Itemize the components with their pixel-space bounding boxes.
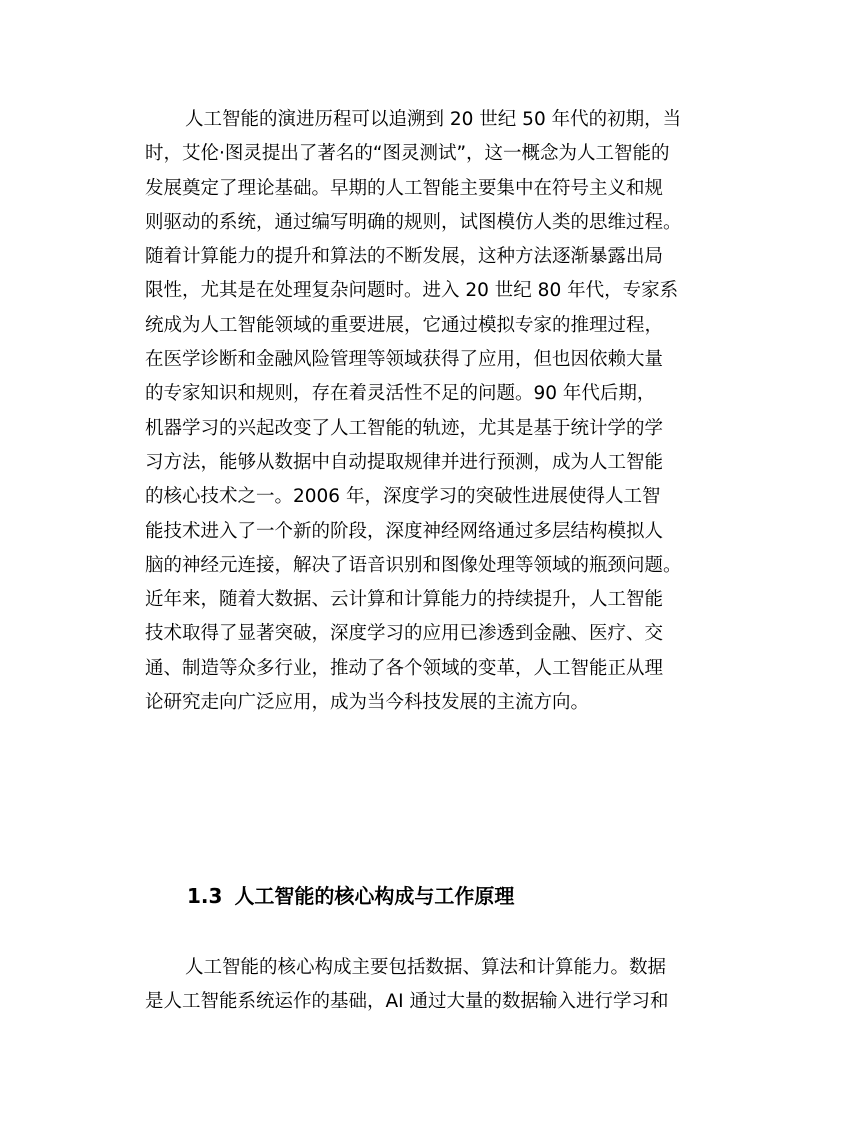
section-heading	[187, 879, 514, 913]
text-line: 论研究走向广泛应用，成为当今科技发展的主流方向。	[145, 692, 590, 714]
text-line: 发展奠定了理论基础。早期的人工智能主要集中在符号主义和规	[145, 177, 664, 199]
text-line: 限性，尤其是在处理复杂问题时。进入 20 世纪 80 年代，专家系	[145, 280, 679, 302]
text-line: 在医学诊断和金融风险管理等领域获得了应用，但也因依赖大量	[145, 349, 664, 371]
text-line: 通、制造等众多行业，推动了各个领域的变革，人工智能正从理	[145, 657, 664, 679]
text-line: 人工智能的演进历程可以追溯到 20 世纪 50 年代的初期，当	[185, 109, 682, 130]
text-line: 技术取得了显著突破，深度学习的应用已渗透到金融、医疗、交	[145, 623, 664, 645]
text-line: 的专家知识和规则，存在着灵活性不足的问题。90 年代后期，	[145, 383, 656, 405]
text-line: 近年来，随着大数据、云计算和计算能力的持续提升，人工智能	[145, 589, 664, 611]
text-line: 统成为人工智能领域的重要进展，它通过模拟专家的推理过程，	[145, 314, 664, 336]
text-line: 能技术进入了一个新的阶段，深度神经网络通过多层结构模拟人	[145, 520, 664, 542]
text-line: 人工智能的核心构成主要包括数据、算法和计算能力。数据	[185, 957, 667, 978]
text-line: 时，艾伦·图灵提出了著名的“图灵测试”，这一概念为人工智能的	[145, 143, 670, 165]
paragraph-core-components	[145, 951, 705, 1020]
text-line: 随着计算能力的提升和算法的不断发展，这种方法逐渐暴露出局	[145, 246, 664, 268]
text-line: 是人工智能系统运作的基础，AI 通过大量的数据输入进行学习和	[145, 991, 669, 1013]
section-number: 1.3	[187, 884, 223, 908]
text-line: 则驱动的系统，通过编写明确的规则，试图模仿人类的思维过程。	[145, 211, 682, 233]
section-title: 人工智能的核心构成与工作原理	[234, 884, 515, 908]
text-line: 习方法，能够从数据中自动提取规律并进行预测，成为人工智能	[145, 451, 664, 473]
text-line: 脑的神经元连接，解决了语音识别和图像处理等领域的瓶颈问题。	[145, 554, 682, 576]
paragraph-ai-history	[145, 103, 705, 720]
text-line: 机器学习的兴起改变了人工智能的轨迹，尤其是基于统计学的学	[145, 417, 664, 439]
text-line: 的核心技术之一。2006 年，深度学习的突破性进展使得人工智	[145, 486, 661, 508]
